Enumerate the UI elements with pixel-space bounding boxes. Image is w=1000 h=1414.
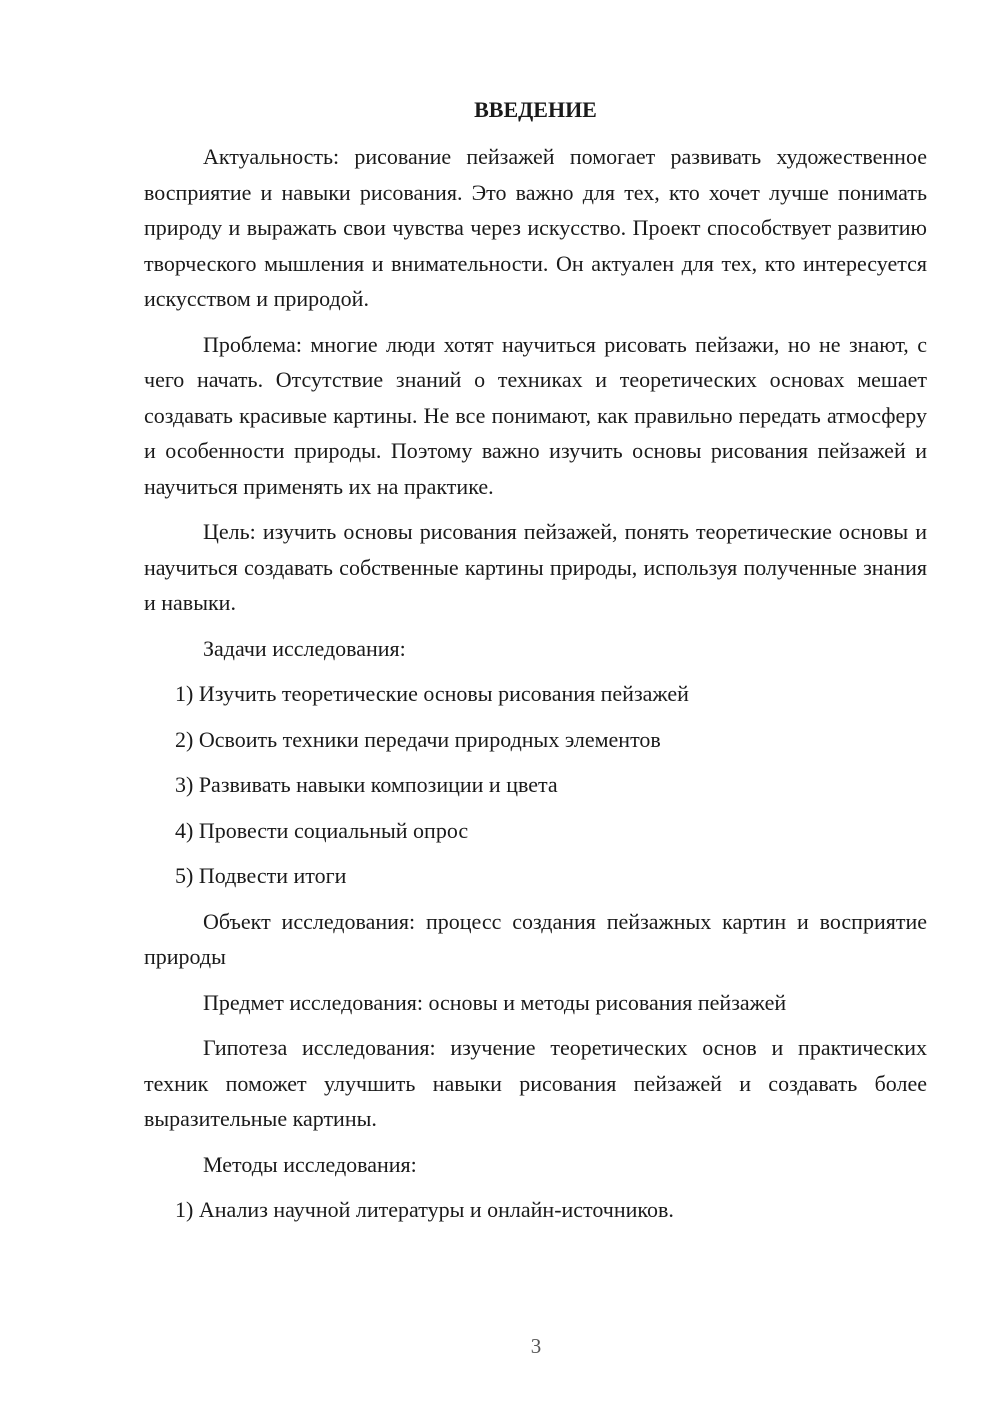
tasks-heading: Задачи исследования:	[203, 635, 406, 661]
goal-paragraph: Цель: изучить основы рисования пейзажей, понять теоретические основы и научиться создавать собственные картины природы, используя полученные знания и навыки.	[144, 519, 927, 615]
methods-heading: Методы исследования:	[203, 1151, 417, 1177]
problem-paragraph: Проблема: многие люди хотят научиться рисовать пейзажи, но не знают, с чего начать. Отсутствие знаний о техниках и теоретических основах мешает создавать красивые картины. Не все понимают, как правильно передать атмосферу и особенности природы. Поэтому важно изучить основы рисования пейзажей и научиться применять их на практике.	[144, 331, 927, 499]
object-paragraph: Объект исследования: процесс создания пейзажных картин и восприятие природы	[144, 908, 927, 969]
relevance-paragraph: Актуальность: рисование пейзажей помогает развивать художественное восприятие и навыки рисования. Это важно для тех, кто хочет лучше понимать природу и выражать свои чувства через искусство. Проект способствует развитию творческого мышления и внимательности. Он актуален для тех, кто интересуется искусством и природой.	[144, 144, 927, 311]
tasks-list	[144, 676, 927, 894]
task-item: 2) Освоить техники передачи природных элементов	[175, 726, 661, 752]
task-item: 4) Провести социальный опрос	[175, 817, 469, 843]
task-item: 1) Изучить теоретические основы рисования пейзажей	[175, 681, 689, 706]
methods-list	[144, 1192, 927, 1228]
page-title: ВВЕДЕНИЕ	[474, 97, 597, 122]
page-content	[144, 92, 927, 1238]
subject-paragraph: Предмет исследования: основы и методы рисования пейзажей	[203, 989, 787, 1015]
task-item: 5) Подвести итоги	[175, 863, 347, 888]
hypothesis-paragraph: Гипотеза исследования: изучение теоретических основ и практических техник поможет улучшить навыки рисования пейзажей и создавать более выразительные картины.	[144, 1035, 927, 1131]
page-number: 3	[530, 1334, 542, 1358]
task-item: 3) Развивать навыки композиции и цвета	[175, 772, 558, 797]
method-item: 1) Анализ научной литературы и онлайн-источников.	[175, 1197, 674, 1222]
